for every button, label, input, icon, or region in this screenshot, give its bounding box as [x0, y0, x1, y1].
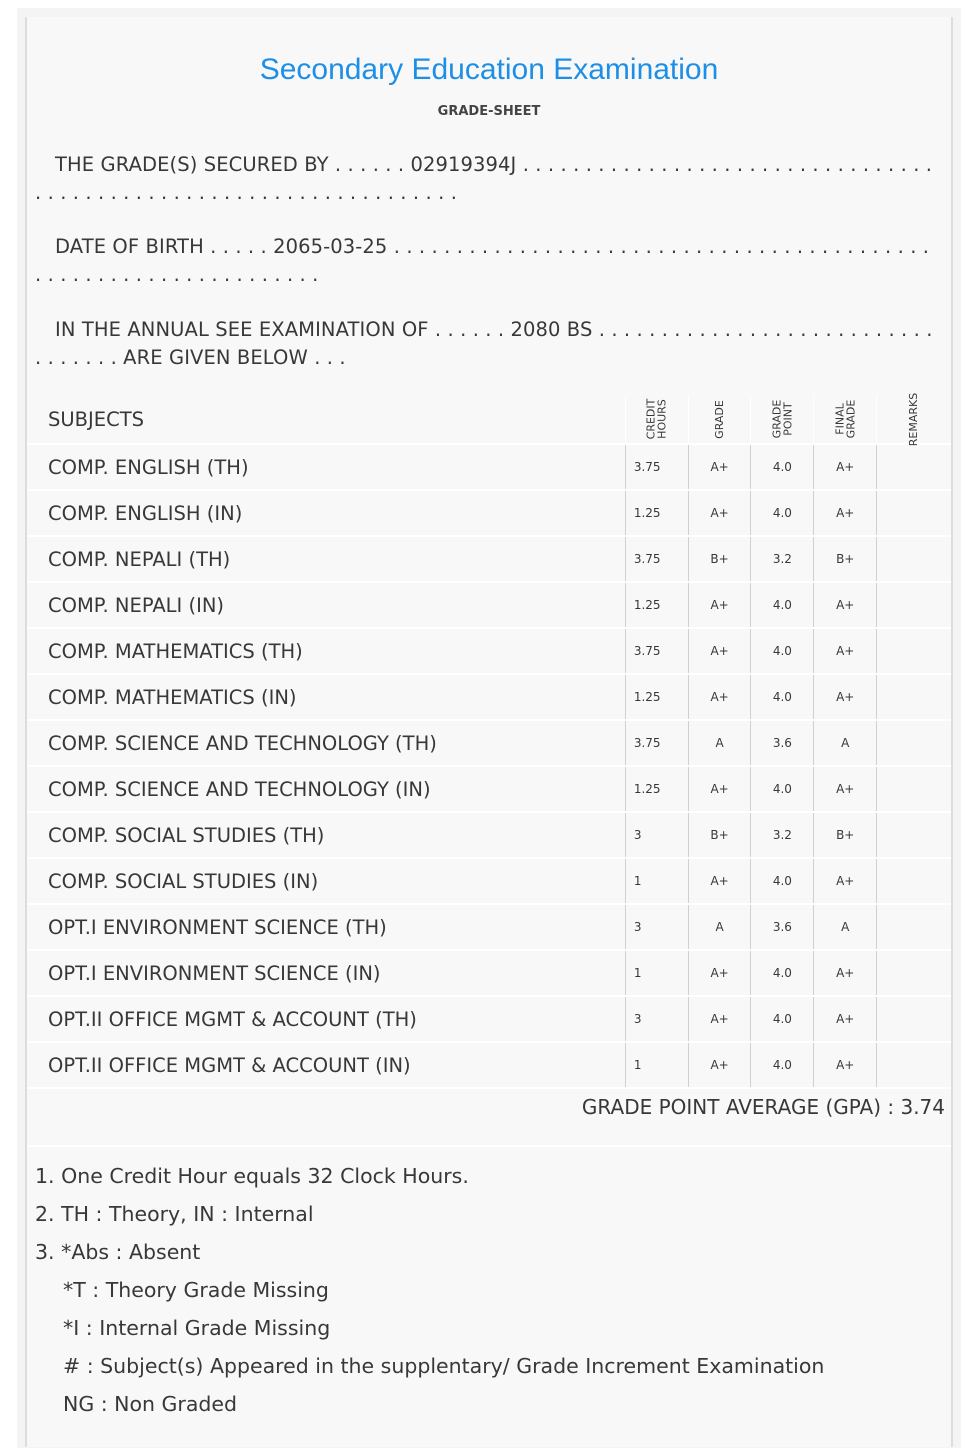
- note-item: *I : Internal Grade Missing: [63, 1316, 331, 1340]
- final-grade-cell: A+: [814, 1042, 877, 1088]
- credit-hours-cell: 3.75: [625, 720, 688, 766]
- dob-text: DATE OF BIRTH . . . . . 2065-03-25 . . . . . . . . . . . . . . . . . . . . . . . . . . . . . . . . . . . . . . . . . . . . . . . . . . . . . . . . . . . . . . . . . .: [35, 235, 930, 286]
- grade-point-cell: 4.0: [751, 766, 814, 812]
- subject-cell: COMP. ENGLISH (IN): [48, 501, 243, 525]
- table-row: [27, 582, 951, 628]
- remarks-cell: [877, 628, 951, 674]
- final-grade-cell: A: [814, 720, 877, 766]
- table-row: [27, 674, 951, 720]
- note-item: # : Subject(s) Appeared in the supplentary/ Grade Increment Examination: [63, 1354, 825, 1378]
- credit-hours-cell: 1: [625, 1042, 688, 1088]
- subject-cell: COMP. SOCIAL STUDIES (TH): [48, 823, 325, 847]
- final-grade-cell: B+: [814, 536, 877, 582]
- grade-cell: A: [688, 904, 751, 950]
- credit-hours-cell: 1.25: [625, 582, 688, 628]
- note-item: 3. *Abs : Absent: [35, 1240, 201, 1264]
- note-item: 2. TH : Theory, IN : Internal: [35, 1202, 314, 1226]
- subject-cell: OPT.II OFFICE MGMT & ACCOUNT (IN): [48, 1053, 411, 1077]
- subject-cell: COMP. NEPALI (TH): [48, 547, 231, 571]
- credit-hours-cell: 1.25: [625, 490, 688, 536]
- table-row: [27, 950, 951, 996]
- header-grade-point: GRADE POINT: [751, 395, 814, 444]
- grade-point-cell: 4.0: [751, 1042, 814, 1088]
- sheet-subtitle: GRADE-SHEET: [437, 104, 541, 119]
- credit-hours-cell: 3.75: [625, 536, 688, 582]
- grade-cell: A+: [688, 1042, 751, 1088]
- remarks-cell: [877, 582, 951, 628]
- subject-cell: COMP. SCIENCE AND TECHNOLOGY (TH): [48, 731, 437, 755]
- grade-cell: B+: [688, 812, 751, 858]
- header-credit-hours: CREDIT HOURS: [625, 395, 688, 444]
- credit-hours-cell: 3: [625, 996, 688, 1042]
- remarks-cell: [877, 812, 951, 858]
- remarks-cell: [877, 950, 951, 996]
- grade-cell: A+: [688, 950, 751, 996]
- grade-point-cell: 4.0: [751, 490, 814, 536]
- subject-cell: COMP. SOCIAL STUDIES (IN): [48, 869, 319, 893]
- exam-line: [35, 316, 935, 372]
- grade-cell: A+: [688, 996, 751, 1042]
- credit-hours-cell: 3.75: [625, 444, 688, 490]
- secured-by-text: THE GRADE(S) SECURED BY . . . . . . 02919394J . . . . . . . . . . . . . . . . . . . . . . . . . . . . . . . . . . . . . . . . . . . . . . . . . . . . . . . . . . . . . . . . . . .: [35, 153, 933, 204]
- grade-cell: A+: [688, 858, 751, 904]
- subject-cell: COMP. ENGLISH (TH): [48, 455, 249, 479]
- grade-point-cell: 4.0: [751, 996, 814, 1042]
- grade-sheet: [25, 17, 953, 1447]
- grade-cell: A+: [688, 490, 751, 536]
- table-row: [27, 904, 951, 950]
- grade-cell: A+: [688, 628, 751, 674]
- note-item: *T : Theory Grade Missing: [63, 1278, 329, 1302]
- subject-cell: OPT.I ENVIRONMENT SCIENCE (IN): [48, 961, 381, 985]
- subject-cell: COMP. SCIENCE AND TECHNOLOGY (IN): [48, 777, 431, 801]
- notes-list: [35, 1157, 824, 1423]
- exam-text: IN THE ANNUAL SEE EXAMINATION OF . . . . . . 2080 BS . . . . . . . . . . . . . . . . . . . . . . . . . . . . . . . . . . ARE GIVEN BELOW . . .: [35, 318, 933, 369]
- grade-cell: A+: [688, 766, 751, 812]
- table-row: [27, 812, 951, 858]
- credit-hours-cell: 1: [625, 950, 688, 996]
- final-grade-cell: A+: [814, 490, 877, 536]
- table-row: [27, 444, 951, 490]
- remarks-cell: [877, 766, 951, 812]
- final-grade-cell: A: [814, 904, 877, 950]
- grade-point-cell: 4.0: [751, 444, 814, 490]
- header-remarks: REMARKS: [877, 395, 951, 444]
- credit-hours-cell: 3: [625, 812, 688, 858]
- subject-cell: COMP. MATHEMATICS (IN): [48, 685, 297, 709]
- grade-point-cell: 3.6: [751, 720, 814, 766]
- divider: [27, 1145, 951, 1147]
- remarks-cell: [877, 1042, 951, 1088]
- exam-title: Secondary Education Examination: [259, 53, 719, 86]
- table-row: [27, 996, 951, 1042]
- final-grade-cell: A+: [814, 996, 877, 1042]
- credit-hours-cell: 1.25: [625, 766, 688, 812]
- note-item: 1. One Credit Hour equals 32 Clock Hours.: [35, 1164, 469, 1188]
- grade-cell: A+: [688, 444, 751, 490]
- table-row: [27, 858, 951, 904]
- grade-point-cell: 4.0: [751, 674, 814, 720]
- grade-point-cell: 4.0: [751, 582, 814, 628]
- grade-cell: B+: [688, 536, 751, 582]
- table-header-row: [27, 395, 951, 444]
- subject-cell: COMP. MATHEMATICS (TH): [48, 639, 303, 663]
- grade-cell: A: [688, 720, 751, 766]
- grade-cell: A+: [688, 674, 751, 720]
- grade-point-cell: 4.0: [751, 628, 814, 674]
- subject-cell: OPT.II OFFICE MGMT & ACCOUNT (TH): [48, 1007, 417, 1031]
- remarks-cell: [877, 858, 951, 904]
- grades-table: [27, 392, 951, 1089]
- remarks-cell: [877, 720, 951, 766]
- grade-point-cell: 4.0: [751, 950, 814, 996]
- final-grade-cell: A+: [814, 674, 877, 720]
- table-row: [27, 536, 951, 582]
- final-grade-cell: A+: [814, 950, 877, 996]
- table-row: [27, 628, 951, 674]
- credit-hours-cell: 1.25: [625, 674, 688, 720]
- remarks-cell: [877, 536, 951, 582]
- final-grade-cell: A+: [814, 628, 877, 674]
- remarks-cell: [877, 904, 951, 950]
- subject-cell: COMP. NEPALI (IN): [48, 593, 225, 617]
- table-row: [27, 1042, 951, 1088]
- credit-hours-cell: 3: [625, 904, 688, 950]
- header-subjects: SUBJECTS: [48, 407, 145, 431]
- final-grade-cell: B+: [814, 812, 877, 858]
- credit-hours-cell: 3.75: [625, 628, 688, 674]
- header-grade: GRADE: [688, 395, 751, 444]
- remarks-cell: [877, 674, 951, 720]
- grade-point-cell: 3.2: [751, 812, 814, 858]
- remarks-cell: [877, 444, 951, 490]
- note-item: NG : Non Graded: [63, 1392, 238, 1416]
- secured-by-line: [35, 151, 935, 207]
- final-grade-cell: A+: [814, 582, 877, 628]
- table-row: [27, 766, 951, 812]
- dob-line: [35, 233, 935, 289]
- subject-cell: OPT.I ENVIRONMENT SCIENCE (TH): [48, 915, 387, 939]
- gpa-summary: GRADE POINT AVERAGE (GPA) : 3.74: [581, 1095, 945, 1119]
- final-grade-cell: A+: [814, 766, 877, 812]
- final-grade-cell: A+: [814, 444, 877, 490]
- grade-point-cell: 4.0: [751, 858, 814, 904]
- credit-hours-cell: 1: [625, 858, 688, 904]
- grade-point-cell: 3.6: [751, 904, 814, 950]
- table-row: [27, 720, 951, 766]
- header-final-grade: FINAL GRADE: [814, 395, 877, 444]
- grade-point-cell: 3.2: [751, 536, 814, 582]
- table-row: [27, 490, 951, 536]
- grade-cell: A+: [688, 582, 751, 628]
- final-grade-cell: A+: [814, 858, 877, 904]
- remarks-cell: [877, 996, 951, 1042]
- remarks-cell: [877, 490, 951, 536]
